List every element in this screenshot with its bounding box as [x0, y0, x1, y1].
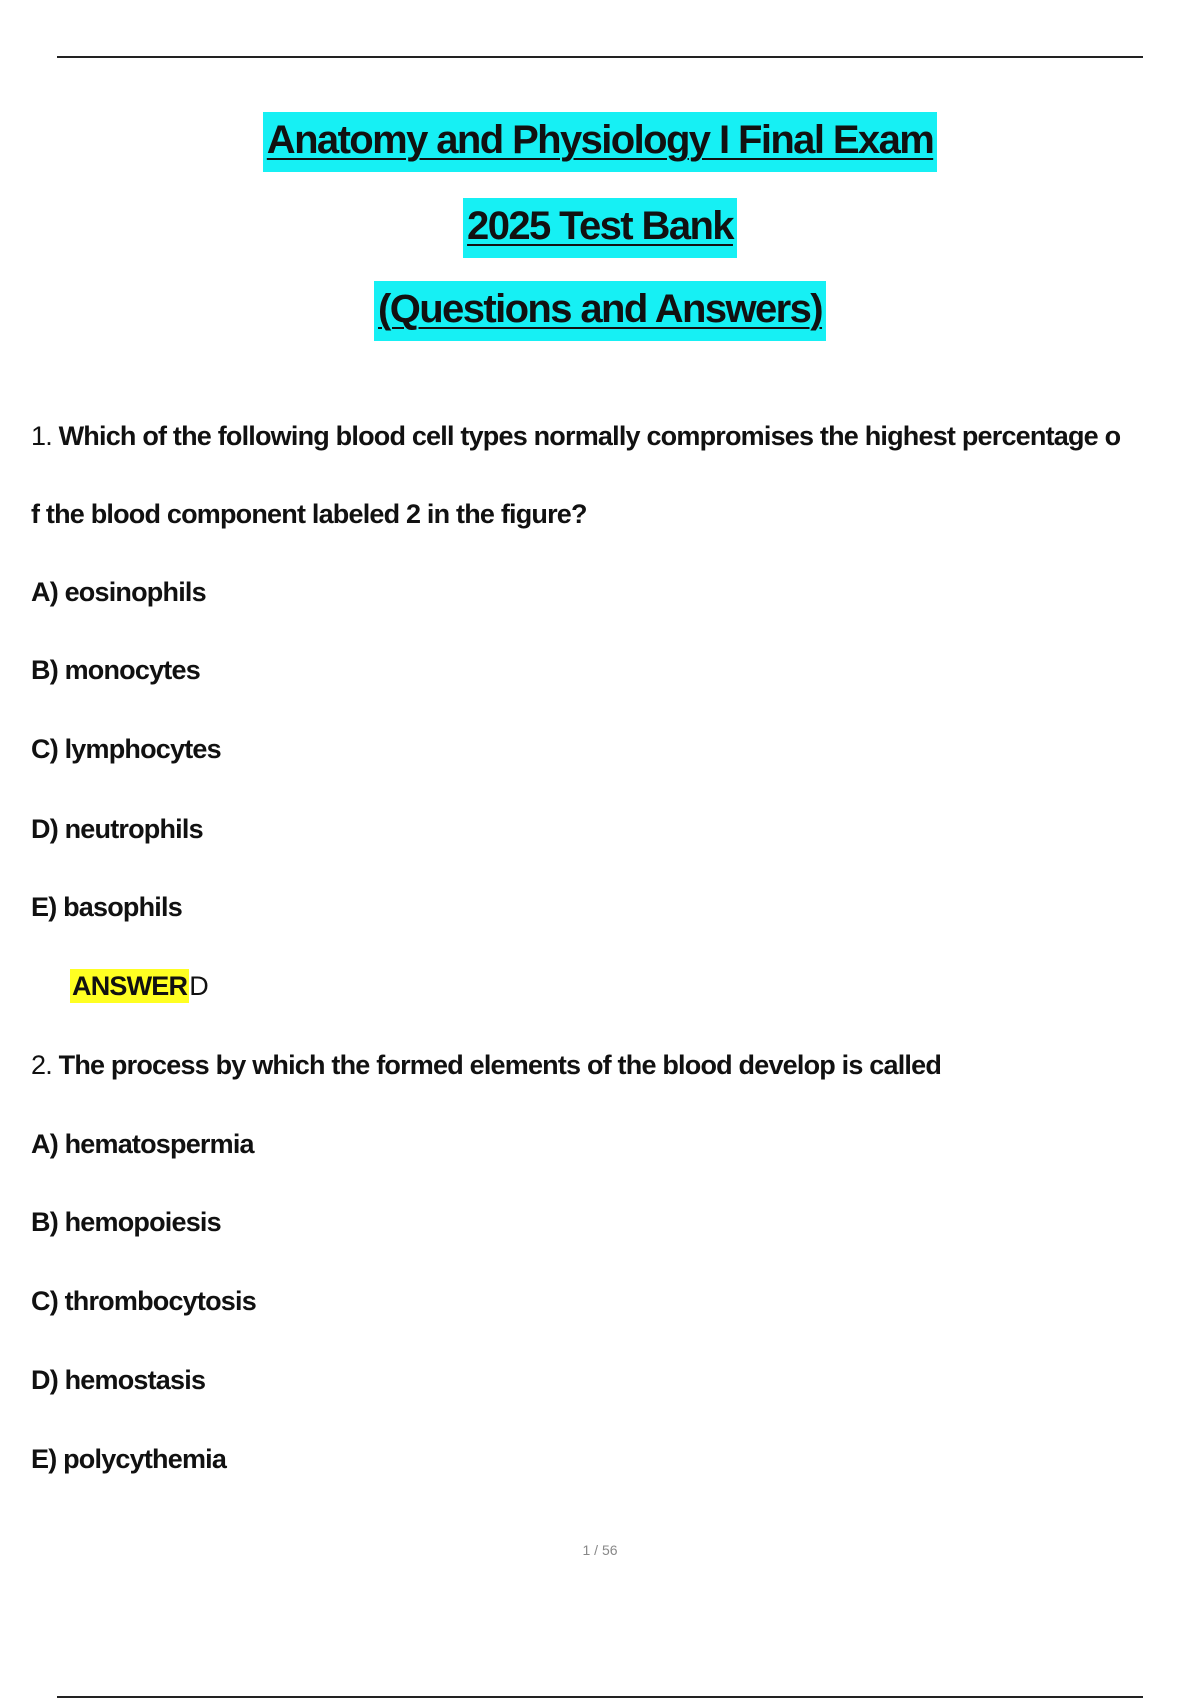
question-2-option-d: D) hemostasis [31, 1365, 206, 1395]
question-1-option-c: C) lymphocytes [31, 734, 221, 764]
question-1-text-continued: f the blood component labeled 2 in the figure? [31, 499, 587, 529]
document-subtitle-qa: (Questions and Answers) [0, 289, 1200, 329]
document-title: Anatomy and Physiology I Final Exam [0, 120, 1200, 160]
question-1-option-b: B) monocytes [31, 655, 200, 685]
question-1-option-d: D) neutrophils [31, 814, 203, 844]
question-1-answer [70, 970, 209, 1002]
question-1-option-e: E) basophils [31, 892, 182, 922]
question-2-number: 2. [31, 1050, 52, 1080]
question-1-text: 1. Which of the following blood cell types normally compromises the highest percentage o [31, 421, 1121, 451]
footer-rule [57, 1696, 1143, 1698]
header-rule [57, 56, 1143, 58]
question-1-number: 1. [31, 421, 52, 451]
answer-label: ANSWER [72, 971, 188, 1001]
document-subtitle-year: 2025 Test Bank [0, 206, 1200, 246]
page-indicator: 1 / 56 [582, 1542, 618, 1558]
question-2-option-c: C) thrombocytosis [31, 1286, 256, 1316]
question-2-option-e: E) polycythemia [31, 1444, 227, 1474]
question-2-text: 2. The process by which the formed elements of the blood develop is called [31, 1050, 942, 1080]
answer-value: D [189, 971, 209, 1001]
question-2-option-b: B) hemopoiesis [31, 1207, 221, 1237]
question-2-option-a: A) hematospermia [31, 1129, 254, 1159]
question-1-option-a: A) eosinophils [31, 577, 206, 607]
